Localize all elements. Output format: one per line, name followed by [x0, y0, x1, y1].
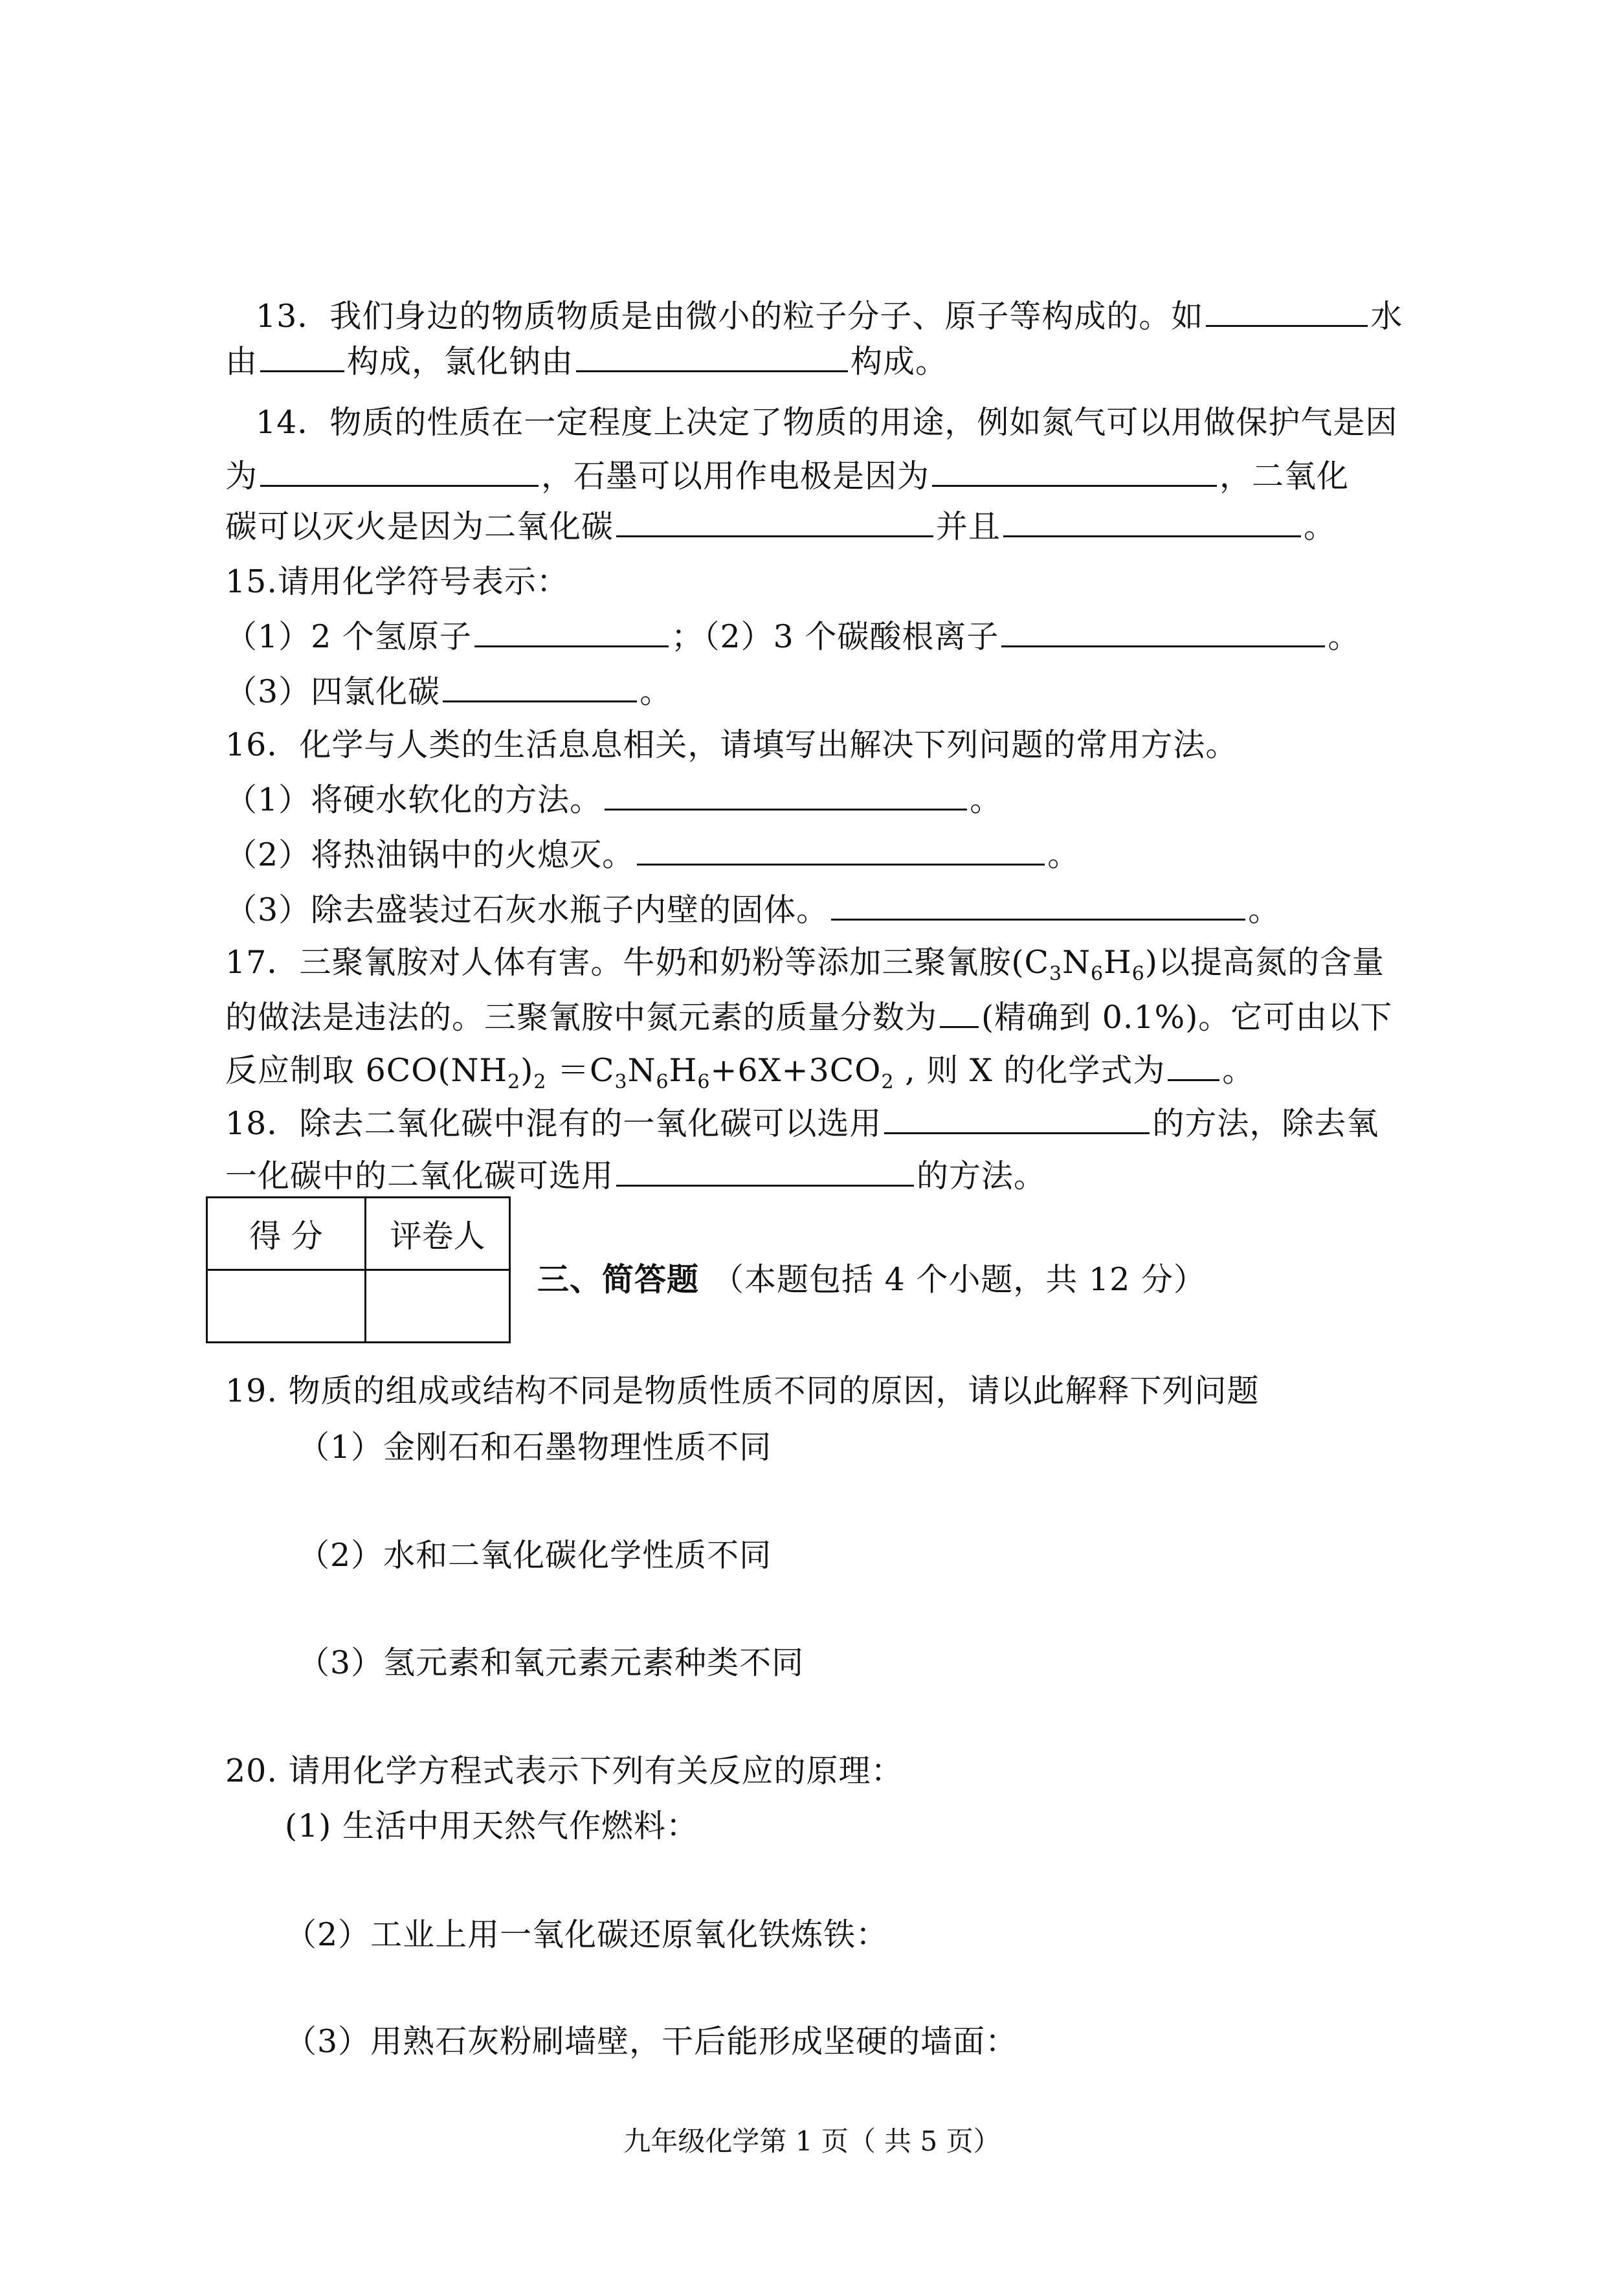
q18-blank-1[interactable]	[884, 1106, 1150, 1134]
q14-blank-2[interactable]	[932, 459, 1217, 487]
q16-line1: （1）将硬水软化的方法。 。	[225, 781, 1003, 818]
q14-line3: 碳可以灭火是因为二氧化碳 并且 。	[225, 508, 1337, 545]
q15-blank-2[interactable]	[1001, 620, 1325, 647]
q16-blank-1[interactable]	[605, 783, 967, 811]
q18-line2: 一化碳中的二氧化碳可选用 的方法。	[225, 1158, 1047, 1194]
grader-header: 评卷人	[366, 1198, 510, 1270]
q15-blank-1[interactable]	[474, 620, 669, 647]
q15-line2: （3）四氯化碳 。	[225, 673, 673, 710]
q15-title: 15.请用化学符号表示：	[225, 563, 569, 600]
score-table	[206, 1196, 511, 1343]
q13-line2: 由 构成，氯化钠由 构成。	[225, 343, 948, 380]
q19-title: 19. 物质的组成或结构不同是物质性质不同的原因，请以此解释下列问题	[225, 1372, 1260, 1409]
q16-blank-2[interactable]	[637, 838, 1045, 866]
q17-line3: 反应制取 $6CO(NH_2)_2 =C_3N_6H_6+6X+3CO_2$ , 则 X 的化学式为 。	[225, 1052, 1255, 1093]
q18-line1: 18．除去二氧化碳中混有的一氧化碳可以选用 的方法，除去氧	[225, 1105, 1379, 1142]
q15-line1: （1）2 个氢原子 ；（2）3 个碳酸根离子 。	[225, 618, 1361, 655]
q17-line1: 17．三聚氰胺对人体有害。牛奶和奶粉等添加三聚氰胺$(C_3N_6H_6)$以提高氮的含量	[225, 944, 1385, 985]
score-header: 得 分	[207, 1198, 366, 1270]
q15-blank-3[interactable]	[443, 675, 637, 702]
score-cell[interactable]	[207, 1270, 366, 1343]
q18-blank-2[interactable]	[616, 1159, 914, 1187]
q16-line3: （3）除去盛装过石灰水瓶子内壁的固体。 。	[225, 891, 1281, 928]
q17-line2: 的做法是违法的。三聚氰胺中氮元素的质量分数为 (精确到 0.1%)。它可由以下	[225, 999, 1393, 1036]
q14-line1: 14．物质的性质在一定程度上决定了物质的用途，例如氮气可以用做保护气是因	[256, 404, 1398, 441]
q13-blank-2[interactable]	[260, 344, 344, 372]
grader-cell[interactable]	[366, 1270, 510, 1343]
q13-blank-3[interactable]	[576, 344, 848, 372]
q13-blank-1[interactable]	[1206, 299, 1368, 327]
q17-blank-1[interactable]	[940, 1000, 979, 1028]
section3-heading: 三、简答题 （本题包括 4 个小题，共 12 分）	[537, 1260, 1206, 1298]
q20-title: 20. 请用化学方程式表示下列有关反应的原理：	[225, 1752, 904, 1789]
q20-part2: （2）工业上用一氧化碳还原氧化铁炼铁：	[285, 1916, 889, 1953]
q17-blank-2[interactable]	[1168, 1053, 1219, 1081]
q19-part3: （3）氢元素和氧元素元素种类不同	[298, 1644, 805, 1681]
q19-part1: （1）金刚石和石墨物理性质不同	[298, 1429, 772, 1466]
q20-part1: (1) 生活中用天然气作燃料：	[285, 1807, 698, 1844]
q16-title: 16．化学与人类的生活息息相关，请填写出解决下列问题的常用方法。	[225, 726, 1238, 763]
page-footer: 九年级化学第 1 页（ 共 5 页）	[623, 2125, 1001, 2157]
q13-line1: 13．我们身边的物质物质是由微小的粒子分子、原子等构成的。如 水	[256, 298, 1403, 335]
q20-part3: （3）用熟石灰粉刷墙壁，干后能形成坚硬的墙面：	[285, 2023, 1018, 2060]
q14-line2: 为 ，石墨可以用作电极是因为 ，二氧化	[225, 458, 1350, 495]
q16-blank-3[interactable]	[831, 893, 1245, 921]
q14-blank-4[interactable]	[1003, 509, 1301, 537]
q14-blank-3[interactable]	[616, 509, 933, 537]
q14-blank-1[interactable]	[260, 459, 539, 487]
q19-part2: （2）水和二氧化碳化学性质不同	[298, 1537, 772, 1574]
q16-line2: （2）将热油锅中的火熄灭。 。	[225, 836, 1080, 873]
